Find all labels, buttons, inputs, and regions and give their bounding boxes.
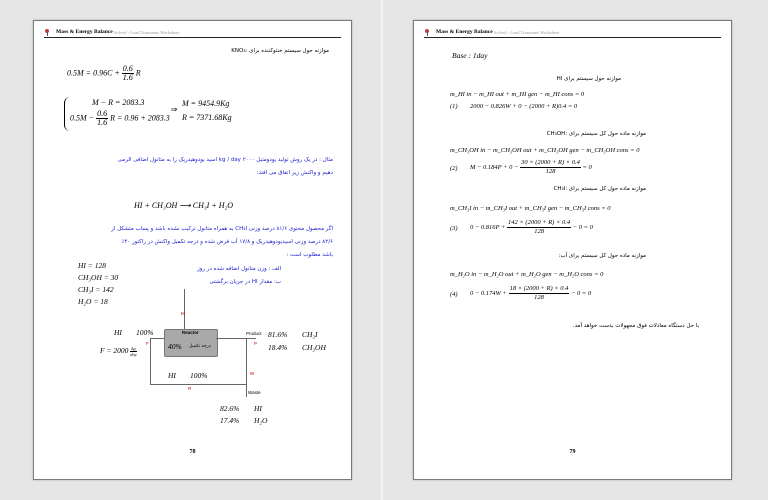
question-a: الف : وزن متانول اضافه شده در روز [197, 266, 281, 272]
solution-m: M = 9454.9Kg [182, 99, 230, 108]
ch3oh-eq-number: (2) [450, 165, 458, 172]
hi-general-balance: m_HI in − m_HI out + m_HI gen − m_HI cons = 0 [450, 91, 585, 98]
solution-r: R = 7371.68Kg [182, 113, 232, 122]
stream-m-label: M [181, 311, 185, 316]
conversion-label: درجه تکمیل [189, 344, 211, 349]
heading-h2o: موازنه ماده حول کل سیستم برای آب: [558, 253, 646, 259]
description-line-1: اگر محصول محتوی ۸۱/۶ درصد وزنی CH₃I به همراه متانول ترکیب نشده باشد و پساب متشکل از [111, 226, 333, 232]
mw-ch3oh: CH₃OH = 30 [78, 273, 119, 282]
heading-ch3oh: موازنه ماده حول کل سیستم برای :CH₃OH [546, 131, 646, 137]
product-pct-2: 18.4% [268, 343, 288, 352]
base-basis: Base : 1day [452, 51, 488, 60]
description-line-3: باشد مطلوب است : [286, 252, 333, 258]
header-rule [424, 37, 721, 38]
system-row-2: 0.5M − $\frac{0.6}{1.6}$ R = 0.96 + 2083.3 [70, 109, 170, 127]
product-pct-1: 81.6% [268, 330, 288, 339]
logo-icon [44, 28, 52, 36]
waste-pct-1: 82.6% [220, 404, 240, 413]
example-line-2: دهیم و واکنش زیر اتفاق می افتد: [256, 170, 333, 176]
conclusion-text: با حل دستگاه معادلات فوق مجهولات بدست خواهد آمد. [572, 323, 699, 329]
logo-icon [424, 28, 432, 36]
feed-rate: F = 2000 $\frac{kg}{\text{day}}$ [100, 346, 137, 357]
document-page-left[interactable] [33, 20, 352, 480]
feed-line [150, 338, 164, 339]
conversion-value: 40% [168, 342, 182, 351]
feed-pct: 100% [136, 328, 154, 337]
ch3oh-general-balance: m_CH₃OH in − m_CH₃OH out + m_CH₃OH gen − m_CH₃OH cons = 0 [450, 147, 640, 154]
waste-line [246, 361, 247, 397]
system-row-1: M − R = 2083.3 [92, 98, 145, 107]
reactor-label: Reactor [182, 330, 199, 335]
page-number: 78 [189, 449, 196, 455]
h2o-equation: 0 − 0.174W + $\frac{18 \times (2000 + R) \times 0.4}{128}$ − 0 = 0 [470, 285, 592, 301]
recycle-comp: HI [168, 371, 176, 380]
heading-hi: موازنه حول سیستم برای HI [556, 76, 621, 82]
implies-arrow: ⇒ [170, 105, 177, 114]
mw-hi: HI = 128 [78, 261, 106, 270]
stream-f-label: F [146, 341, 149, 346]
recycle-pct: 100% [190, 371, 208, 380]
ch3i-equation: 0 − 0.816P + $\frac{142 \times (2000 + R) \times 0.4}{128}$ − 0 = 0 [470, 219, 593, 235]
header-title: Mass & Energy Balance [56, 29, 113, 35]
recycle-line-left [150, 338, 151, 384]
page-gutter [381, 0, 383, 500]
header-title: Mass & Energy Balance [436, 29, 493, 35]
ch3oh-equation: M − 0.184P + 0 − $\frac{30 \times (2000 + R) \times 0.4}{128}$ = 0 [470, 159, 592, 175]
stream-m-line [184, 289, 185, 331]
stream-p-label: P [254, 341, 258, 346]
page-header [424, 28, 721, 40]
document-page-right[interactable] [413, 20, 732, 480]
ch3i-general-balance: m_CH₃I in − m_CH₃I out + m_CH₃I gen − m_CH₃I cons = 0 [450, 205, 611, 212]
equation-kno3: 0.5M = 0.96C + $\frac{0.6}{1.6}$ R [67, 64, 141, 82]
product-label: Product [246, 331, 262, 336]
ch3i-eq-number: (3) [450, 225, 458, 232]
question-b: ب: مقدار HI در جریان برگشتی [209, 279, 281, 285]
mw-h2o: H₂O = 18 [78, 297, 108, 306]
heading-ch3i: موازنه ماده حول کل سیستم برای :CH₃I [553, 186, 646, 192]
waste-label: Waste [248, 390, 261, 395]
product-comp-1: CH₃I [302, 330, 318, 339]
hi-eq-number: (1) [450, 103, 458, 110]
stream-r-label: R [188, 386, 192, 391]
page-number: 79 [569, 449, 576, 455]
feed-comp: HI [114, 328, 122, 337]
hi-equation: 2000 − 0.826W + 0 − (2000 + R)0.4 = 0 [470, 103, 578, 110]
header-rule [44, 37, 341, 38]
recycle-line-bottom [150, 384, 246, 385]
waste-comp-2: H₂O [254, 416, 268, 425]
reaction-equation: HI + CH₃OH ⟶ CH₃I + H₂O [134, 201, 234, 210]
h2o-general-balance: m_H₂O in − m_H₂O out + m_H₂O gen − m_H₂O cons = 0 [450, 271, 604, 278]
stream-w-label: W [250, 371, 255, 376]
mw-ch3i: CH₃I = 142 [78, 285, 114, 294]
product-comp-2: CH₃OH [302, 343, 326, 352]
page-header [44, 28, 341, 40]
example-line-1: مثال : در یک روش تولید یودومتیل ۲۰۰۰ kg / day اسید یودوهیدریک را به متانول اضافی الرمی [117, 157, 333, 163]
header-subtitle: Solved - Load Transients Worksheet [494, 30, 560, 35]
waste-pct-2: 17.4% [220, 416, 240, 425]
waste-comp-1: HI [254, 404, 262, 413]
h2o-eq-number: (4) [450, 291, 458, 298]
product-line [216, 338, 256, 339]
header-subtitle: Solved - Load Transients Worksheet [114, 30, 180, 35]
balance-heading: موازنه حول سیستم خنثوکننده برای :KNO₃ [231, 48, 329, 54]
description-line-2: ۸۲/۶ درصد وزنی اسیدیودوهیدریک و ۱۷/۸ آب فرض شده و درجه تکمیل واکنش در راکتور ۴۰٪ [121, 239, 333, 245]
